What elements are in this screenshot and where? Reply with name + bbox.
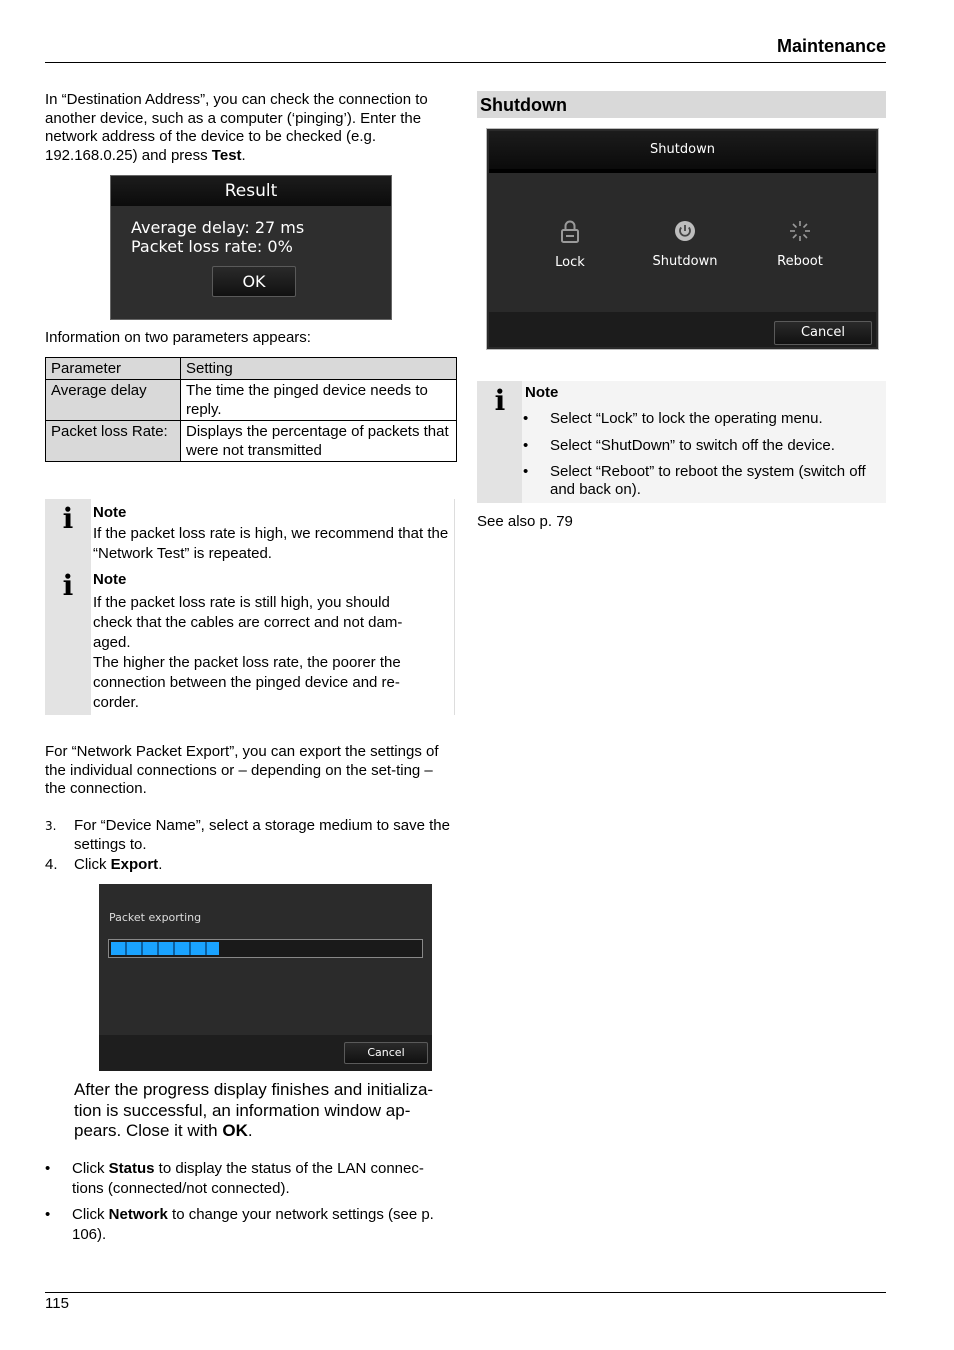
bullet-text: Click [72, 1206, 109, 1223]
note-1-text: If the packet loss rate is high, we recommend that the “Network Test” is repeated. [93, 525, 449, 562]
step-3-text: For “Device Name”, select a storage medium to save the settings to. [74, 817, 450, 853]
step-4-number: 4. [45, 856, 58, 873]
table-row [46, 380, 457, 421]
info-icon: i [62, 569, 74, 602]
after-text: After the progress display finishes and initializa-tion is successful, an information window ap-pears. Close it with [74, 1080, 434, 1140]
bullet-mark: • [45, 1160, 51, 1177]
shutdown-dialog-title: Shutdown [489, 131, 876, 173]
list-item [525, 410, 880, 428]
result-packet-loss: Packet loss rate: 0% [131, 237, 293, 256]
export-progress-fill [111, 942, 219, 955]
power-icon [673, 219, 697, 243]
reboot-label: Reboot [777, 254, 823, 269]
bullet-mark: • [523, 463, 529, 480]
table-header-row [46, 358, 457, 380]
shutdown-cancel-button[interactable]: Cancel [774, 321, 872, 345]
lock-option[interactable] [535, 219, 605, 270]
intro-paragraph [45, 91, 455, 165]
reboot-icon [788, 219, 812, 243]
result-dialog [110, 175, 392, 320]
export-progress-bar [108, 939, 423, 958]
after-paragraph [74, 1080, 454, 1142]
right-note-title: Note [525, 384, 559, 401]
list-item [525, 463, 880, 499]
note-2 [93, 570, 433, 713]
result-average-delay: Average delay: 27 ms [131, 218, 305, 237]
footer-rule [45, 1292, 886, 1293]
bullet-mark: • [523, 437, 529, 454]
reboot-option[interactable] [760, 219, 840, 269]
shutdown-dialog [486, 128, 879, 350]
bullet-bold: Network [108, 1206, 168, 1223]
right-note-item: Select “Reboot” to reboot the system (switch off and back on). [550, 463, 866, 498]
list-item [45, 1159, 455, 1199]
export-dialog [99, 884, 432, 1071]
export-dialog-title: Packet exporting [109, 911, 202, 924]
note-2-text-1: If the packet loss rate is still high, you should check that the cables are correct and not dam-aged. [93, 594, 403, 651]
intro-text-end: . [241, 146, 246, 164]
section-title: Shutdown [480, 95, 567, 115]
page-number: 115 [45, 1295, 69, 1312]
list-item [525, 437, 880, 455]
right-note-item: Select “ShutDown” to switch off the device. [550, 437, 835, 454]
right-note [525, 384, 880, 499]
page-header-title: Maintenance [776, 36, 886, 56]
table-cell: Average delay [46, 380, 181, 421]
table-cell: Displays the percentage of packets that were not transmitted [181, 421, 457, 462]
section-heading-bar [477, 91, 886, 118]
step-4-text [74, 856, 162, 875]
lock-icon [559, 219, 581, 245]
parameter-table [45, 357, 457, 462]
table-header-cell: Parameter [46, 358, 181, 380]
step-4-post: . [158, 856, 163, 873]
table-row [46, 421, 457, 462]
result-dialog-title: Result [111, 176, 391, 206]
table-header-cell: Setting [181, 358, 457, 380]
shutdown-label: Shutdown [652, 254, 718, 269]
note-2-title: Note [93, 571, 127, 588]
step-3-number: 3. [45, 819, 57, 833]
header-rule [45, 62, 886, 63]
result-ok-button[interactable]: OK [212, 266, 296, 297]
note-2-text-2: The higher the packet loss rate, the poorer the connection between the pinged device and re-corder. [93, 654, 401, 711]
result-lines [131, 218, 304, 256]
after-bold: OK [222, 1121, 248, 1140]
bullet-mark: • [523, 410, 529, 427]
note-border [454, 499, 455, 715]
intro-bold: Test [211, 146, 242, 164]
table-cell: The time the pinged device needs to reply. [181, 380, 457, 421]
export-paragraph: For “Network Packet Export”, you can export the settings of the individual connections or – depending on the set-ting – the connection. [45, 743, 439, 797]
table-cell: Packet loss Rate: [46, 421, 181, 462]
info-text: Information on two parameters appears: [45, 329, 311, 346]
bullet-text: to change your network settings (see p. 106). [72, 1206, 434, 1243]
bullet-list [45, 1159, 455, 1245]
after-text-end: . [247, 1121, 253, 1140]
bullet-text: Click [72, 1160, 109, 1177]
export-cancel-button[interactable]: Cancel [344, 1042, 428, 1064]
note-1 [93, 503, 451, 564]
bullet-mark: • [45, 1206, 51, 1223]
see-also: See also p. 79 [477, 513, 573, 530]
right-note-item: Select “Lock” to lock the operating menu. [550, 410, 823, 427]
note-1-title: Note [93, 504, 127, 521]
intro-text: In “Destination Address”, you can check the connection to another device, such as a computer (‘pinging’). Enter the network address of the device to be checked (e.g. 192.168.0.25) and press [45, 91, 428, 164]
shutdown-option[interactable] [645, 219, 725, 269]
bullet-bold: Status [108, 1160, 155, 1177]
bullet-text: to display the status of the LAN connec-tions (connected/not connected). [72, 1160, 424, 1197]
lock-label: Lock [555, 255, 585, 270]
list-item [45, 1205, 455, 1245]
step-4-bold: Export [110, 856, 159, 873]
info-icon: i [62, 502, 74, 535]
step-4-pre: Click [74, 856, 111, 873]
info-icon: i [494, 384, 506, 417]
